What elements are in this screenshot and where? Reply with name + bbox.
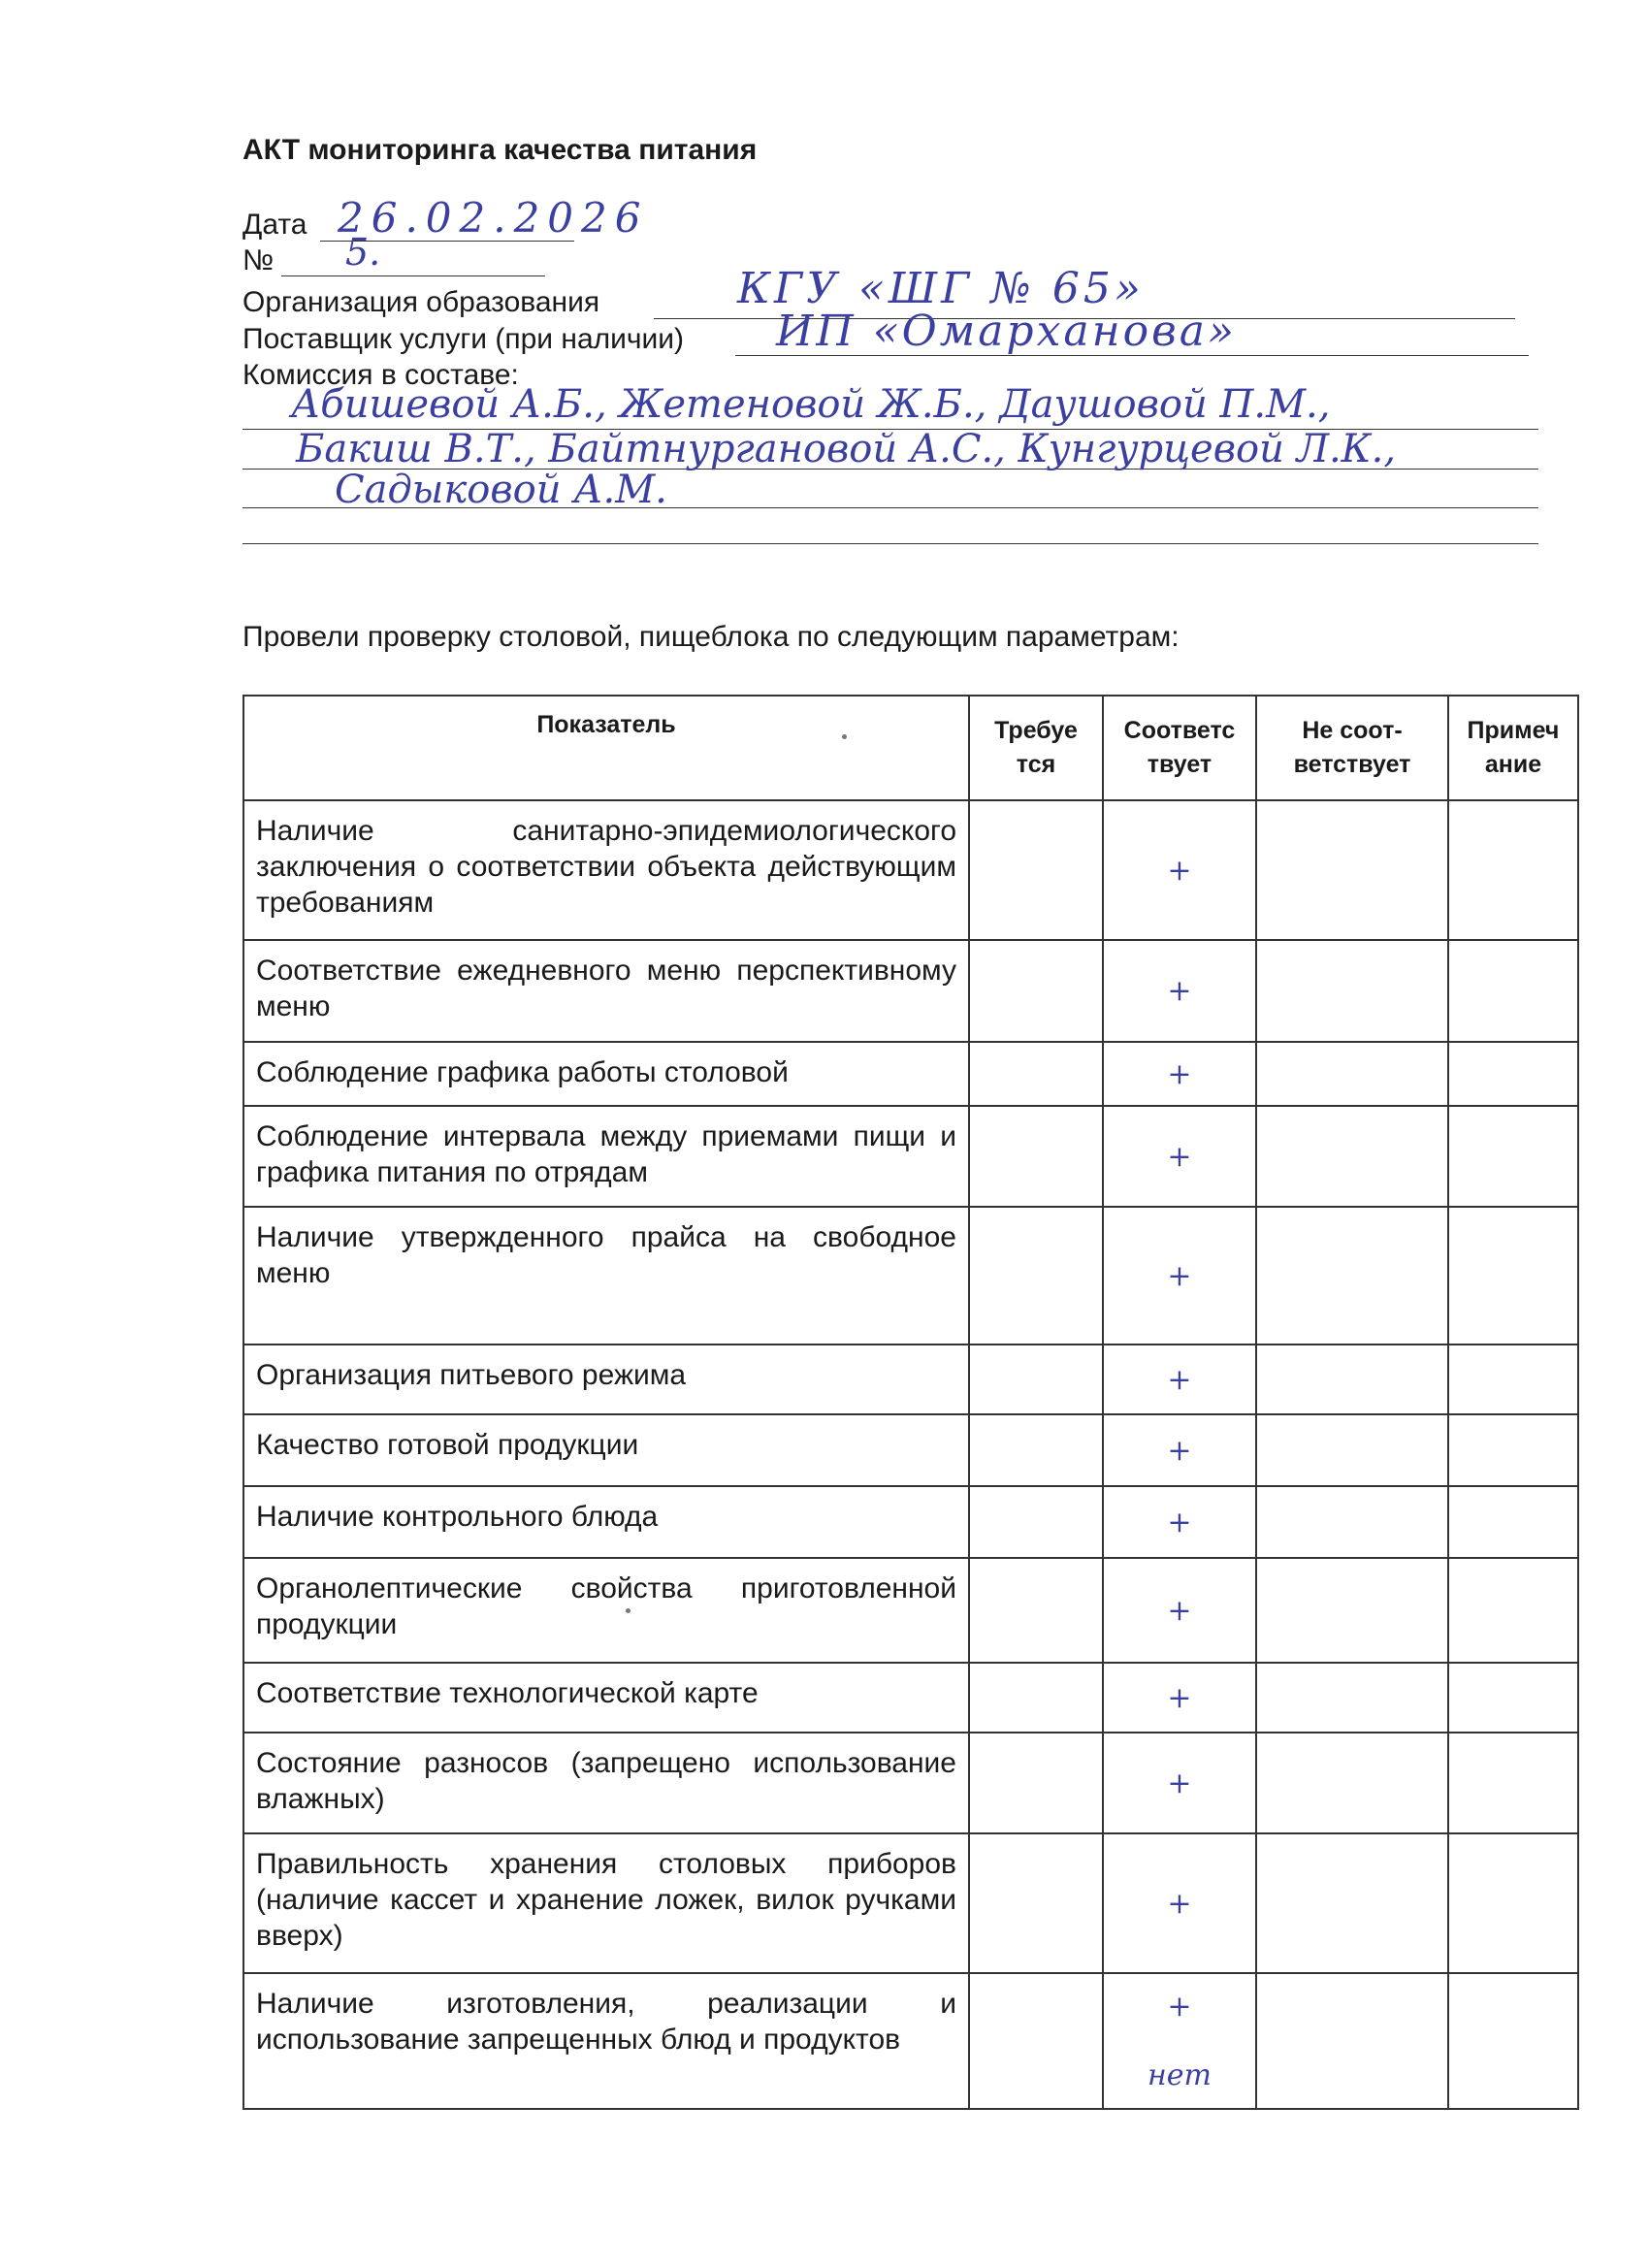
table-row — [243, 1973, 1578, 2109]
row-required-cell — [969, 1973, 1103, 2109]
row-note-cell — [1448, 940, 1578, 1042]
scan-speck — [842, 734, 847, 739]
header-complies-line-1: Соответс — [1123, 717, 1236, 744]
row-indicator: Соответствие ежедневного меню перспективному меню — [243, 940, 969, 1042]
number-label: № — [242, 244, 275, 276]
table-row — [243, 1558, 1578, 1663]
row-complies-mark: + — [1103, 1042, 1256, 1106]
header-note — [1448, 696, 1578, 800]
row-required-cell — [969, 1733, 1103, 1833]
table-row — [243, 800, 1578, 940]
row-note-cell — [1448, 1345, 1578, 1414]
inspection-intro-text: Провели проверку столовой, пищеблока по следующим параметрам: — [242, 621, 1180, 653]
header-not-complies-line-2: ветствует — [1293, 751, 1411, 778]
row-note-cell — [1448, 1663, 1578, 1733]
table-row — [243, 1833, 1578, 1973]
row-not-complies-cell — [1256, 1663, 1448, 1733]
header-note-line-2: ание — [1484, 751, 1542, 778]
row-not-complies-cell — [1256, 940, 1448, 1042]
row-complies-mark: + — [1103, 1414, 1256, 1486]
row-indicator: Качество готовой продукции — [243, 1414, 969, 1486]
header-required-line-1: Требуе — [994, 717, 1078, 744]
row-complies-mark: + — [1103, 800, 1256, 940]
row-note-cell — [1448, 800, 1578, 940]
row-indicator: Соблюдение интервала между приемами пищи и графика питания по отрядам — [243, 1106, 969, 1207]
header-required-line-2: тся — [1016, 751, 1056, 778]
supplier-value: ИП «Омарханова» — [776, 307, 1237, 356]
row-not-complies-cell — [1256, 1833, 1448, 1973]
row-complies-mark: + — [1103, 1558, 1256, 1663]
row-not-complies-cell — [1256, 1106, 1448, 1207]
row-complies-mark: + — [1103, 1345, 1256, 1414]
table-row — [243, 1486, 1578, 1558]
row-note-cell — [1448, 1558, 1578, 1663]
table-row — [243, 1733, 1578, 1833]
row-indicator: Органолептические свойства приготовленной продукции — [243, 1558, 969, 1663]
commission-member-line-3: Садыковой А.М. — [335, 468, 667, 512]
row-required-cell — [969, 940, 1103, 1042]
table-row — [243, 940, 1578, 1042]
row-not-complies-cell — [1256, 1973, 1448, 2109]
header-not-complies — [1256, 696, 1448, 800]
table-row — [243, 1414, 1578, 1486]
header-note-line-1: Примеч — [1467, 717, 1560, 744]
row-complies-mark: + — [1103, 940, 1256, 1042]
header-indicator — [243, 696, 969, 800]
row-indicator: Наличие контрольного блюда — [243, 1486, 969, 1558]
number-underline — [281, 275, 545, 276]
row-not-complies-cell — [1256, 1486, 1448, 1558]
row-complies-mark: + — [1103, 1733, 1256, 1833]
header-not-complies-line-1: Не соот- — [1302, 717, 1403, 744]
row-required-cell — [969, 1106, 1103, 1207]
row-required-cell — [969, 1486, 1103, 1558]
row-complies-mark-stack — [1104, 1990, 1255, 2092]
header-required — [969, 696, 1103, 800]
row-not-complies-cell — [1256, 1042, 1448, 1106]
row-required-cell — [969, 1345, 1103, 1414]
row-indicator: Правильность хранения столовых приборов (наличие кассет и хранение ложек, вилок ручками вверх) — [243, 1833, 969, 1973]
commission-member-line-1: Абишевой А.Б., Жетеновой Ж.Б., Даушовой П.М., — [291, 382, 1331, 427]
row-not-complies-cell — [1256, 1207, 1448, 1345]
row-not-complies-cell — [1256, 1345, 1448, 1414]
row-indicator: Наличие санитарно-эпидемиологического заключения о соответствии объекта действующим требованиям — [243, 800, 969, 940]
table-row — [243, 1345, 1578, 1414]
date-value: 26.02.2026 — [338, 194, 649, 242]
table-header-row — [243, 696, 1578, 800]
row-indicator: Наличие изготовления, реализации и использование запрещенных блюд и продуктов — [243, 1973, 969, 2109]
row-note-cell — [1448, 1486, 1578, 1558]
row-required-cell — [969, 1833, 1103, 1973]
row-note-cell — [1448, 1042, 1578, 1106]
organization-label: Организация образования — [242, 286, 600, 318]
number-value: 5. — [345, 231, 381, 274]
document-title: АКТ мониторинга качества питания — [242, 134, 758, 166]
row-complies-mark: + — [1103, 1106, 1256, 1207]
row-complies-mark: + — [1103, 1663, 1256, 1733]
commission-member-line-2: Бакиш В.Т., Байтнургановой А.С., Кунгурцевой Л.К., — [296, 427, 1397, 471]
row-required-cell — [969, 1207, 1103, 1345]
row-indicator: Состояние разносов (запрещено использование влажных) — [243, 1733, 969, 1833]
table-row — [243, 1207, 1578, 1345]
table-row — [243, 1663, 1578, 1733]
row-note-cell — [1448, 1833, 1578, 1973]
row-complies-cell — [1103, 1973, 1256, 2109]
header-indicator-text: Показатель — [536, 711, 676, 738]
header-complies-line-2: твует — [1147, 751, 1212, 778]
row-not-complies-cell — [1256, 1558, 1448, 1663]
row-not-complies-cell — [1256, 1414, 1448, 1486]
supplier-label: Поставщик услуги (при наличии) — [242, 323, 685, 355]
commission-label: Комиссия в составе: — [242, 359, 519, 391]
organization-value: КГУ «ШГ № 65» — [737, 264, 1145, 313]
row-required-cell — [969, 1663, 1103, 1733]
row-required-cell — [969, 1558, 1103, 1663]
row-complies-mark: + — [1167, 1990, 1192, 2024]
row-indicator: Наличие утвержденного прайса на свободное меню — [243, 1207, 969, 1345]
row-note-cell — [1448, 1106, 1578, 1207]
date-label: Дата — [242, 209, 307, 241]
inspection-checklist-table — [242, 695, 1579, 2110]
row-complies-mark: + — [1103, 1207, 1256, 1345]
row-complies-mark: + — [1103, 1833, 1256, 1973]
row-note-cell — [1448, 1733, 1578, 1833]
row-note-cell — [1448, 1973, 1578, 2109]
row-not-complies-cell — [1256, 1733, 1448, 1833]
row-note-cell — [1448, 1414, 1578, 1486]
table-row — [243, 1042, 1578, 1106]
row-indicator: Соответствие технологической карте — [243, 1663, 969, 1733]
row-complies-mark: + — [1103, 1486, 1256, 1558]
header-complies — [1103, 696, 1256, 800]
row-required-cell — [969, 800, 1103, 940]
row-complies-extra-note: нет — [1148, 2058, 1212, 2092]
row-note-cell — [1448, 1207, 1578, 1345]
scan-speck — [626, 1608, 630, 1613]
row-indicator: Соблюдение графика работы столовой — [243, 1042, 969, 1106]
table-row — [243, 1106, 1578, 1207]
row-indicator: Организация питьевого режима — [243, 1345, 969, 1414]
commission-line-4-rule — [242, 543, 1538, 544]
row-required-cell — [969, 1042, 1103, 1106]
row-required-cell — [969, 1414, 1103, 1486]
row-not-complies-cell — [1256, 800, 1448, 940]
